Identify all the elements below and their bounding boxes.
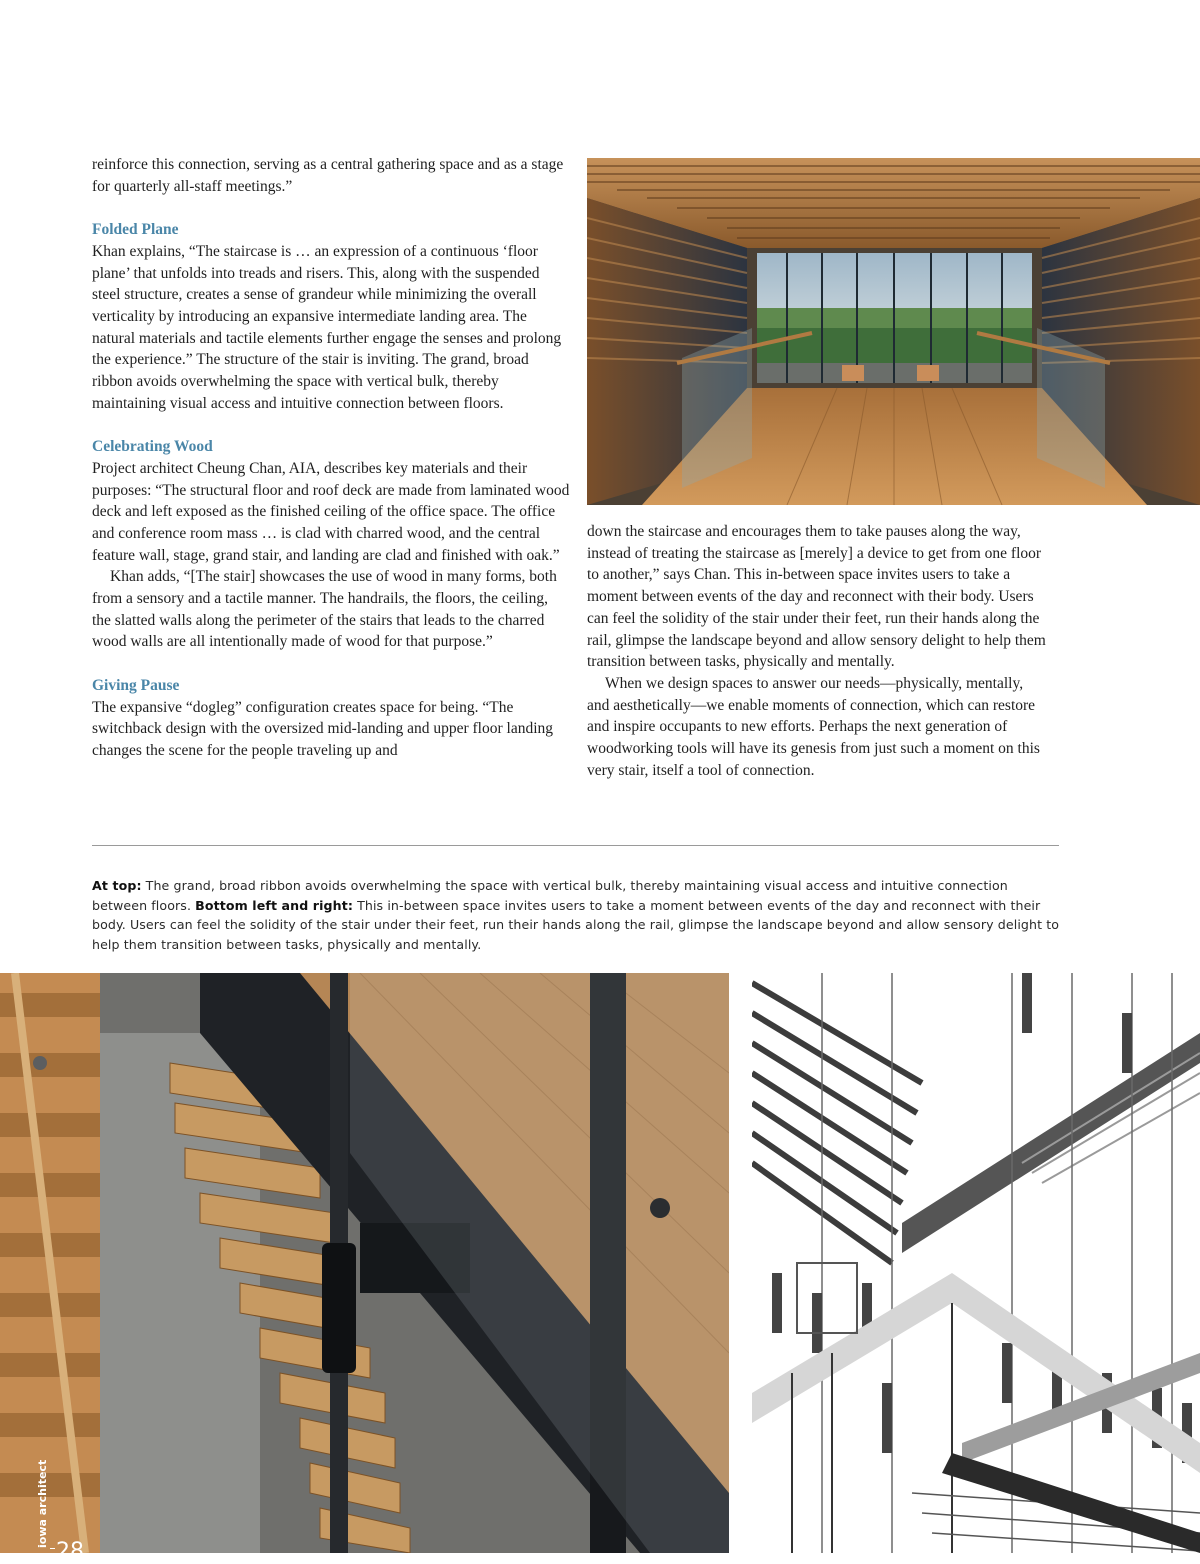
- stair-axonometric-drawing: [752, 973, 1200, 1553]
- paragraph-right-1: down the staircase and encourages them to take pauses along the way, instead of treating the staircase as [merely] a device to get from one floor to another,” says Chan. This in-between space invites users to take a moment between events of the day and reconnect with their body. Users can feel the solidity of the stair under their feet, run their hands along the rail, glimpse the landscape beyond and allow sensory delight to help them transition between tasks, physically and mentally.: [587, 523, 1046, 671]
- photo-caption: [92, 876, 1067, 954]
- page-number: 28: [56, 1539, 84, 1564]
- publication-name: iowa architect: [36, 1459, 49, 1548]
- caption-label-top: At top:: [92, 878, 142, 893]
- caption-divider: [92, 845, 1059, 846]
- stair-detail-photo: [0, 973, 729, 1553]
- caption-text-top: The grand, broad ribbon avoids overwhelming the space with vertical bulk, thereby maintaining visual access and intuitive connection between floors.: [92, 878, 1008, 913]
- left-text-column: [92, 154, 570, 762]
- section-heading-folded-plane: Folded Plane: [92, 221, 179, 239]
- intro-paragraph: reinforce this connection, serving as a central gathering space and as a stage for quarterly all-staff meetings.”: [92, 156, 564, 195]
- paragraph-celebrating-wood-2: Khan adds, “[The stair] showcases the use of wood in many forms, both from a sensory and a tactile manner. The handrails, the floors, the ceiling, the slatted walls along the perimeter of the stairs that leads to the charred wood walls are all intentionally made of wood for that purpose.”: [92, 568, 557, 651]
- stair-detail-illustration: [0, 973, 729, 1553]
- right-text-column: [587, 521, 1047, 781]
- atrium-photo-illustration: [587, 158, 1200, 505]
- atrium-photo: [587, 158, 1200, 505]
- paragraph-right-2: When we design spaces to answer our needs—physically, mentally, and aesthetically—we enable moments of connection, which can restore and inspire occupants to new efforts. Perhaps the next generation of woodworking tools will have its genesis from just such a moment on this very stair, itself a tool of connection.: [587, 674, 1040, 779]
- paragraph-celebrating-wood-1: Project architect Cheung Chan, AIA, describes key materials and their purposes: “The structural floor and roof deck are made from laminated wood deck and left exposed as the finished ceiling of the office space. The office and conference room mass … is clad with charred wood, and the central feature wall, stage, grand stair, and landing are clad and finished with oak.”: [92, 459, 570, 564]
- caption-label-bottom: Bottom left and right:: [195, 897, 353, 913]
- stair-axonometric-illustration: [752, 973, 1200, 1553]
- section-heading-giving-pause: Giving Pause: [92, 676, 180, 694]
- section-heading-celebrating-wood: Celebrating Wood: [92, 438, 213, 456]
- paragraph-giving-pause: The expansive “dogleg” configuration creates space for being. “The switchback design with the oversized mid-landing and upper floor landing changes the scene for the people traveling up and: [92, 698, 554, 759]
- caption-text-bottom: This in-between space invites users to take a moment between events of the day and reconnect with their body. Users can feel the solidity of the stair under their feet, run their hands along the rail, glimpse the landscape beyond and allow sensory delight to help them transition between tasks, physically and mentally.: [92, 897, 1060, 952]
- paragraph-folded-plane: Khan explains, “The staircase is … an expression of a continuous ‘floor plane’ that unfolds into treads and risers. This, along with the suspended steel structure, creates a sense of grandeur while minimizing the overall verticality by introducing an expansive intermediate landing area. The natural materials and tactile elements further engage the senses and prolong the experience.” The structure of the stair is inviting. The grand, broad ribbon avoids overwhelming the space with vertical bulk, thereby maintaining visual access and intuitive connection between floors.: [92, 242, 562, 412]
- folio-tick: [50, 1548, 55, 1549]
